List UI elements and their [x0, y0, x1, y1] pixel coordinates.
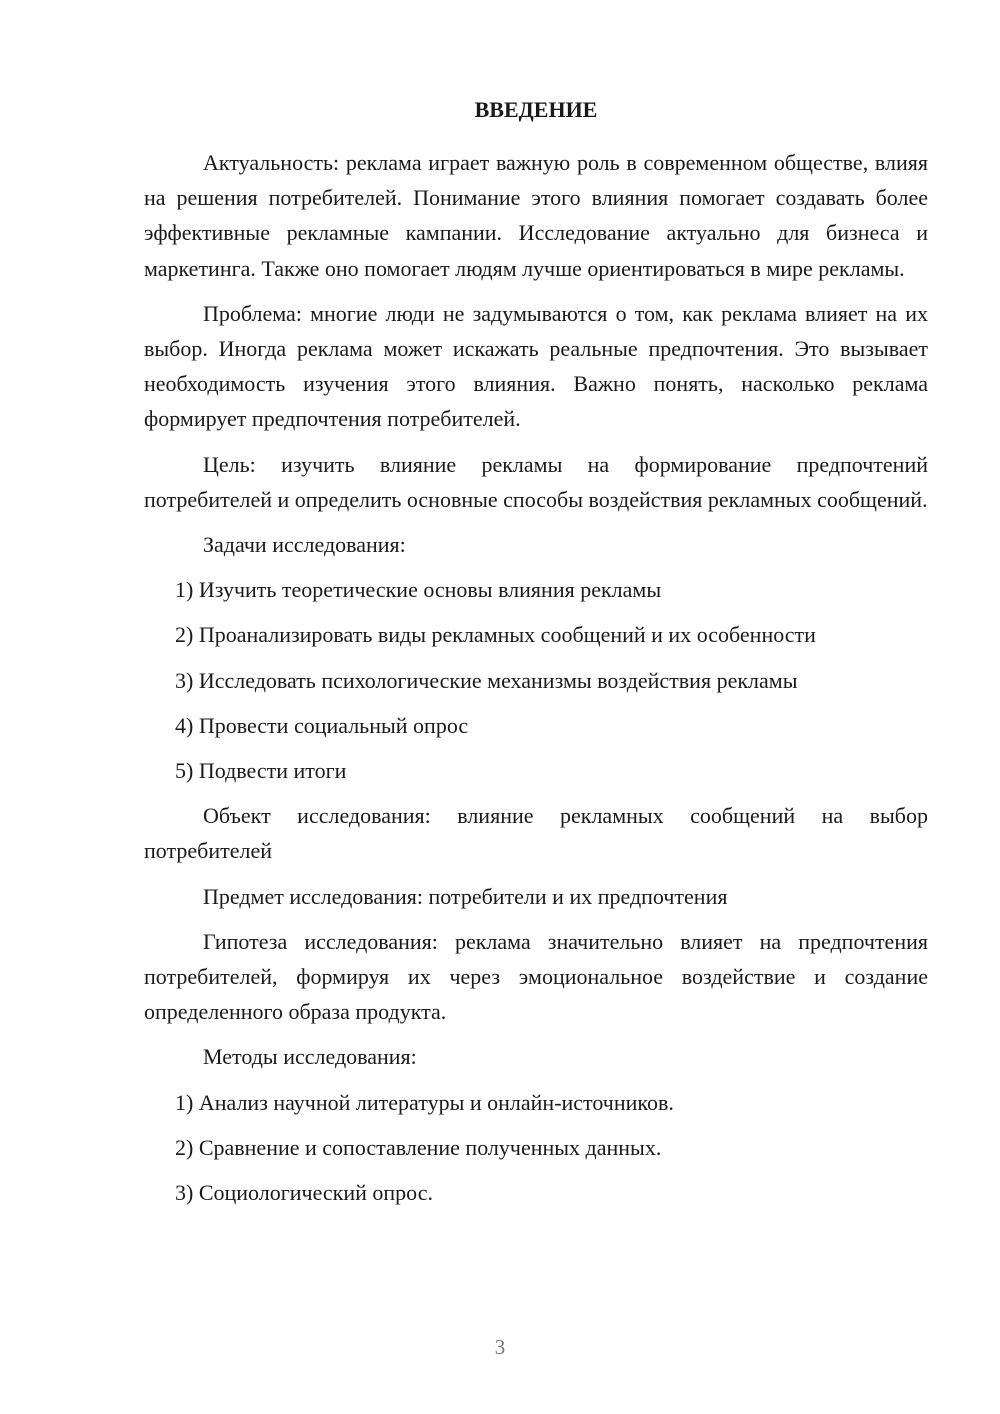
task-item-5: 5) Подвести итоги	[175, 758, 347, 784]
section-title: ВВЕДЕНИЕ	[474, 97, 598, 122]
hypothesis-paragraph: Гипотеза исследования: реклама значительно влияет на предпочтения потребителей, формируя их через эмоциональное воздействие и создание определенного образа продукта.	[144, 928, 928, 1025]
method-item-1: 1) Анализ научной литературы и онлайн-источников.	[175, 1089, 674, 1115]
document-page	[144, 95, 928, 1220]
object-paragraph: Объект исследования: влияние рекламных сообщений на выбор потребителей	[144, 803, 928, 864]
method-item-3: 3) Социологический опрос.	[175, 1180, 433, 1206]
method-item-2: 2) Сравнение и сопоставление полученных данных.	[175, 1134, 662, 1160]
relevance-paragraph: Актуальность: реклама играет важную роль в современном обществе, влияя на решения потребителей. Понимание этого влияния помогает создавать более эффективные рекламные кампании. Исследование актуально для бизнеса и маркетинга. Также оно помогает людям лучше ориентироваться в мире рекламы.	[144, 150, 928, 281]
task-item-3: 3) Исследовать психологические механизмы воздействия рекламы	[175, 667, 798, 693]
tasks-list	[144, 572, 928, 788]
problem-paragraph: Проблема: многие люди не задумываются о том, как реклама влияет на их выбор. Иногда реклама может искажать реальные предпочтения. Это вызывает необходимость изучения этого влияния. Важно понять, насколько реклама формирует предпочтения потребителей.	[144, 300, 928, 432]
task-item-2: 2) Проанализировать виды рекламных сообщений и их особенности	[175, 622, 816, 648]
subject-paragraph: Предмет исследования: потребители и их предпочтения	[203, 883, 728, 909]
methods-heading: Методы исследования:	[203, 1044, 417, 1070]
goal-paragraph: Цель: изучить влияние рекламы на формирование предпочтений потребителей и определить основные способы воздействия рекламных сообщений.	[144, 451, 928, 512]
task-item-1: 1) Изучить теоретические основы влияния рекламы	[175, 577, 662, 603]
methods-list	[144, 1085, 928, 1211]
task-item-4: 4) Провести социальный опрос	[175, 712, 469, 738]
page-number: 3	[494, 1335, 506, 1359]
tasks-heading: Задачи исследования:	[203, 532, 406, 558]
